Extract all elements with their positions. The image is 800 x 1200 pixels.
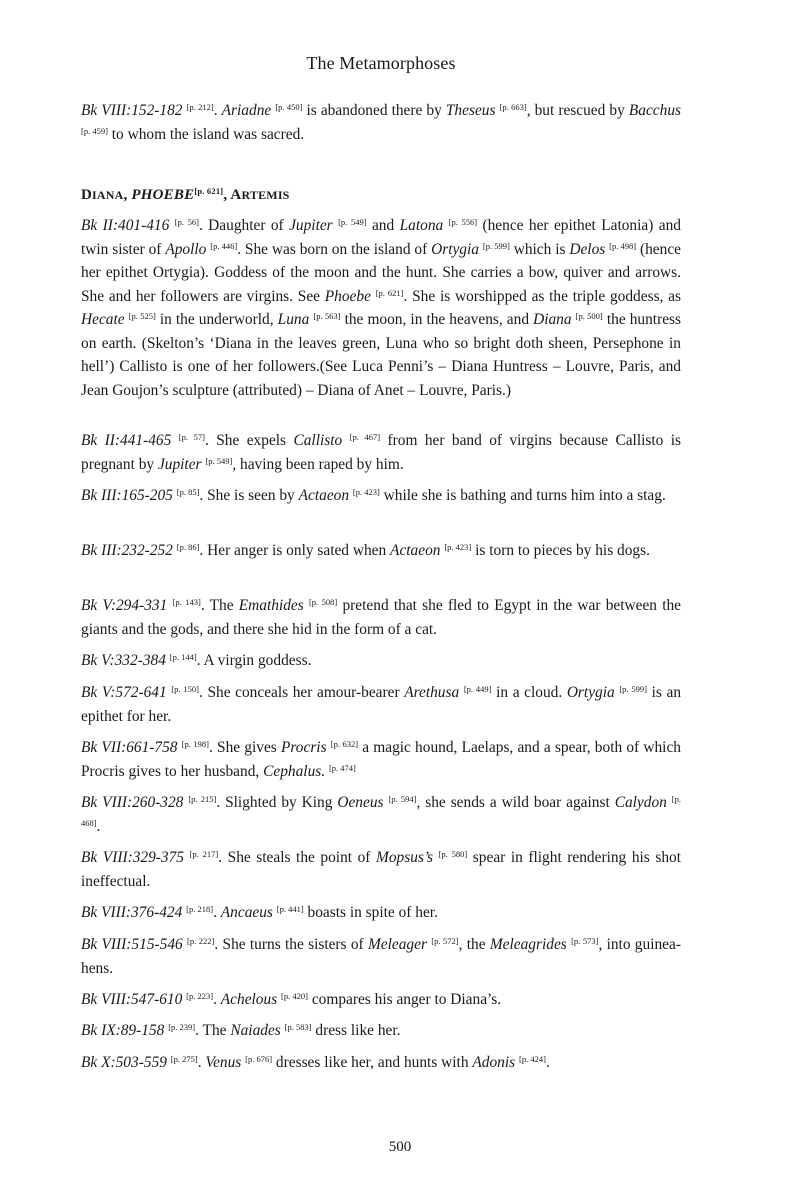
page-ref[interactable]: [p. 599] — [482, 240, 510, 251]
page-ref[interactable]: [p. 223] — [186, 991, 214, 1001]
name-link[interactable]: Actaeon — [390, 542, 441, 559]
name-link[interactable]: Callisto — [293, 432, 343, 449]
name-link[interactable]: Theseus — [445, 102, 496, 119]
page-ref[interactable]: [p. 676] — [245, 1054, 273, 1064]
page-ref[interactable]: [p. 150] — [171, 684, 199, 694]
entry-bk-v-294-331: Bk V:294-331 [p. 143]. The Emathides [p. 508] pretend that she fled to Egypt in the war between the giants and the gods, and there she hid in the form of a cat. — [81, 597, 682, 638]
book-reference[interactable]: Bk VIII:329-375 — [81, 849, 184, 866]
name-link[interactable]: Diana — [533, 311, 572, 328]
entry-bk-viii-515-546: Bk VIII:515-546 [p. 222]. She turns the sisters of Meleager [p. 572], the Meleagrides [p. 573], into guinea-hens. — [81, 936, 681, 977]
book-reference[interactable]: Bk VIII:547-610 — [81, 991, 183, 1008]
entry-bk-ii-401-416: Bk II:401-416 [p. 56]. Daughter of Jupiter [p. 549] and Latona [p. 556] (hence her epithet Latonia) and twin sister of Apollo [p. 446]. She was born on the island of Ortygia [p. 599] which is Delos [p. 498] (hence her epithet Ortygia). Goddess of the moon and the hunt. She carries a bow, quiver and arrows. She and her followers are virgins. See Phoebe [p. 621]. She is worshipped as the triple goddess, as Hecate [p. 525] in the underworld, Luna [p. 563] the moon, in the heavens, and Diana [p. 500] the huntress on earth. (Skelton’s ‘Diana in the leaves green, Luna who so bright doth sheen, Persephone in hell’) Callisto is one of her followers.(See Luca Penni’s – Diana Huntress – Louvre, Paris, and Jean Goujon’s sculpture (attributed) – Diana of Anet – Louvre, Paris.) — [81, 217, 682, 399]
page-ref[interactable]: [p. 500] — [575, 311, 603, 321]
page-ref[interactable]: [p. 450] — [275, 102, 303, 112]
page-ref[interactable]: [p. 663] — [499, 102, 527, 112]
page-ref[interactable]: [p. 420] — [281, 991, 308, 1001]
page-ref[interactable]: [p. 85] — [176, 487, 200, 497]
book-reference[interactable]: Bk IX:89-158 — [81, 1022, 165, 1039]
name-link[interactable]: Actaeon — [298, 487, 350, 504]
document-page — [81, 0, 681, 1200]
entry-bk-viii-260-328: Bk VIII:260-328 [p. 215]. Slighted by King Oeneus [p. 594], she sends a wild boar against Calydon [p. 468]. — [81, 794, 681, 835]
entry-bk-ix-89-158: Bk IX:89-158 [p. 239]. The Naiades [p. 583] dress like her. — [81, 1022, 401, 1039]
page-ref[interactable]: [p. 217] — [189, 849, 219, 859]
page-number: 500 — [388, 1139, 412, 1155]
entry-ariadne-intro: Bk VIII:152-182 [p. 212]. Ariadne [p. 450] is abandoned there by Theseus [p. 663], but rescued by Bacchus [p. 459] to whom the island was sacred. — [81, 102, 681, 143]
name-link[interactable]: Latona — [399, 217, 444, 234]
book-reference[interactable]: Bk III:165-205 — [81, 487, 173, 504]
name-link[interactable]: Phoebe — [324, 287, 371, 305]
page-ref[interactable]: [p. 423] — [444, 542, 472, 552]
name-link[interactable]: Apollo — [165, 240, 207, 258]
book-reference[interactable]: Bk II:401-416 — [81, 217, 170, 234]
name-link[interactable]: Naiades — [230, 1022, 281, 1039]
book-reference[interactable]: Bk VIII:260-328 — [81, 794, 184, 811]
name-link[interactable]: Meleagrides — [489, 936, 567, 953]
name-link[interactable]: Hecate — [81, 311, 125, 328]
name-link[interactable]: Procris — [280, 739, 327, 756]
book-reference[interactable]: Bk VIII:515-546 — [81, 936, 183, 953]
entry-bk-vii-661-758: Bk VII:661-758 [p. 198]. She gives Procris [p. 632] a magic hound, Laelaps, and a spear, both of which Procris gives to her husband, Cephalus. [p. 474] — [81, 739, 681, 780]
name-link[interactable]: Jupiter — [289, 217, 333, 234]
page-ref[interactable]: [p. 467] — [349, 432, 381, 442]
page-ref[interactable]: [p. 57] — [178, 432, 205, 442]
book-reference[interactable]: Bk V:294-331 — [81, 597, 168, 614]
name-link[interactable]: Bacchus — [628, 102, 681, 119]
section-heading: DIANA, PHOEBE[p. 621], ARTEMIS — [81, 186, 290, 203]
page-ref[interactable]: [p. 218] — [186, 904, 214, 914]
page-ref[interactable]: [p. 212] — [186, 102, 214, 112]
book-reference[interactable]: Bk VIII:376-424 — [81, 904, 183, 921]
page-ref[interactable]: [p. 423] — [352, 487, 380, 497]
book-reference[interactable]: Bk VIII:152-182 — [81, 102, 183, 119]
page-ref[interactable]: [p. 449] — [463, 684, 492, 694]
page-ref[interactable]: [p. 599] — [619, 684, 648, 694]
page-ref[interactable]: [p. 56] — [174, 217, 199, 227]
book-reference[interactable]: Bk VII:661-758 — [81, 739, 178, 756]
page-ref[interactable]: [p. 573] — [571, 936, 599, 946]
name-link[interactable]: Mopsus’s — [376, 849, 434, 866]
entry-bk-x-503-559: Bk X:503-559 [p. 275]. Venus [p. 676] dresses like her, and hunts with Adonis [p. 424]. — [81, 1054, 550, 1071]
page-ref[interactable]: [p. 549] — [205, 455, 233, 466]
book-reference[interactable]: Bk III:232-252 — [81, 542, 173, 559]
page-ref[interactable]: [p. 275] — [170, 1054, 198, 1064]
page-ref[interactable]: [p. 498] — [609, 240, 637, 251]
name-link[interactable]: Arethusa — [404, 684, 460, 701]
page-ref[interactable]: [p. 621] — [375, 287, 404, 298]
name-link[interactable]: Ariadne — [221, 102, 272, 119]
name-link[interactable]: Ortygia — [431, 240, 479, 258]
name-link[interactable]: Emathides — [238, 597, 304, 614]
entry-bk-viii-547-610: Bk VIII:547-610 [p. 223]. Achelous [p. 420] compares his anger to Diana’s. — [81, 991, 502, 1008]
name-link[interactable]: Jupiter — [157, 455, 202, 473]
book-reference[interactable]: Bk V:572-641 — [81, 684, 167, 701]
page-ref[interactable]: [p. 215] — [188, 794, 217, 804]
page-ref[interactable]: [p. 508] — [308, 597, 338, 607]
entry-bk-viii-329-375: Bk VIII:329-375 [p. 217]. She steals the point of Mopsus’s [p. 580] spear in flight rendering his shot ineffectual. — [81, 849, 681, 890]
entry-bk-iii-232-252: Bk III:232-252 [p. 86]. Her anger is only sated when Actaeon [p. 423] is torn to pieces by his dogs. — [81, 542, 650, 559]
running-head: The Metamorphoses — [306, 53, 456, 73]
page-ref[interactable]: [p. 474] — [328, 762, 356, 773]
name-link[interactable]: Oeneus — [337, 794, 384, 811]
page-ref[interactable]: [p. 594] — [388, 794, 417, 804]
name-link[interactable]: Delos — [569, 240, 606, 258]
book-reference[interactable]: Bk V:332-384 — [81, 652, 166, 669]
entry-bk-iii-165-205: Bk III:165-205 [p. 85]. She is seen by Actaeon [p. 423] while she is bathing and turns him into a stag. — [81, 487, 666, 504]
entry-bk-v-572-641: Bk V:572-641 [p. 150]. She conceals her amour-bearer Arethusa [p. 449] in a cloud. Ortygia [p. 599] is an epithet for her. — [81, 684, 682, 725]
book-reference[interactable]: Bk X:503-559 — [81, 1054, 167, 1071]
page-ref[interactable]: [p. 563] — [313, 311, 341, 321]
name-link[interactable]: Luna — [277, 311, 310, 328]
entry-bk-viii-376-424: Bk VIII:376-424 [p. 218]. Ancaeus [p. 441] boasts in spite of her. — [81, 904, 438, 921]
page-ref[interactable]: [p. 86] — [176, 542, 200, 552]
page-ref[interactable]: [p. 583] — [284, 1022, 312, 1032]
page-ref[interactable]: [p. 468] — [81, 794, 681, 828]
page-ref[interactable]: [p. 525] — [128, 311, 156, 321]
name-link[interactable]: Venus — [205, 1054, 242, 1071]
page-ref[interactable]: [p. 632] — [330, 739, 359, 749]
book-reference[interactable]: Bk II:441-465 — [81, 432, 172, 449]
entry-bk-v-332-384: Bk V:332-384 [p. 144]. A virgin goddess. — [81, 652, 312, 669]
page-ref[interactable]: [p. 441] — [276, 904, 304, 914]
name-link[interactable]: Achelous — [220, 991, 278, 1008]
name-link[interactable]: Meleager — [367, 936, 427, 953]
page-ref[interactable]: [p. 572] — [431, 936, 459, 946]
name-link[interactable]: Adonis — [472, 1054, 516, 1071]
page-ref[interactable]: [p. 556] — [448, 217, 478, 227]
page-ref[interactable]: [p. 446] — [210, 240, 238, 251]
page-ref[interactable]: [p. 621] — [194, 186, 224, 196]
name-link[interactable]: Ancaeus — [220, 904, 273, 921]
name-link[interactable]: Calydon — [614, 794, 667, 811]
page-ref[interactable]: [p. 580] — [438, 849, 468, 859]
page-ref[interactable]: [p. 459] — [81, 125, 108, 136]
page-ref[interactable]: [p. 424] — [518, 1054, 546, 1064]
entry-bk-ii-441-465: Bk II:441-465 [p. 57]. She expels Callisto [p. 467] from her band of virgins because Callisto is pregnant by Jupiter [p. 549], having been raped by him. — [81, 432, 682, 473]
page-ref[interactable]: [p. 222] — [187, 936, 215, 946]
page-ref[interactable]: [p. 198] — [181, 739, 209, 749]
page-ref[interactable]: [p. 143] — [172, 597, 201, 607]
name-link[interactable]: Cephalus. — [263, 762, 326, 780]
page-ref[interactable]: [p. 549] — [338, 217, 367, 227]
name-link[interactable]: Ortygia — [566, 684, 615, 701]
page-ref[interactable]: [p. 239] — [168, 1022, 196, 1032]
page-ref[interactable]: [p. 144] — [169, 652, 197, 662]
heading-link-phoebe[interactable]: PHOEBE — [131, 187, 195, 203]
